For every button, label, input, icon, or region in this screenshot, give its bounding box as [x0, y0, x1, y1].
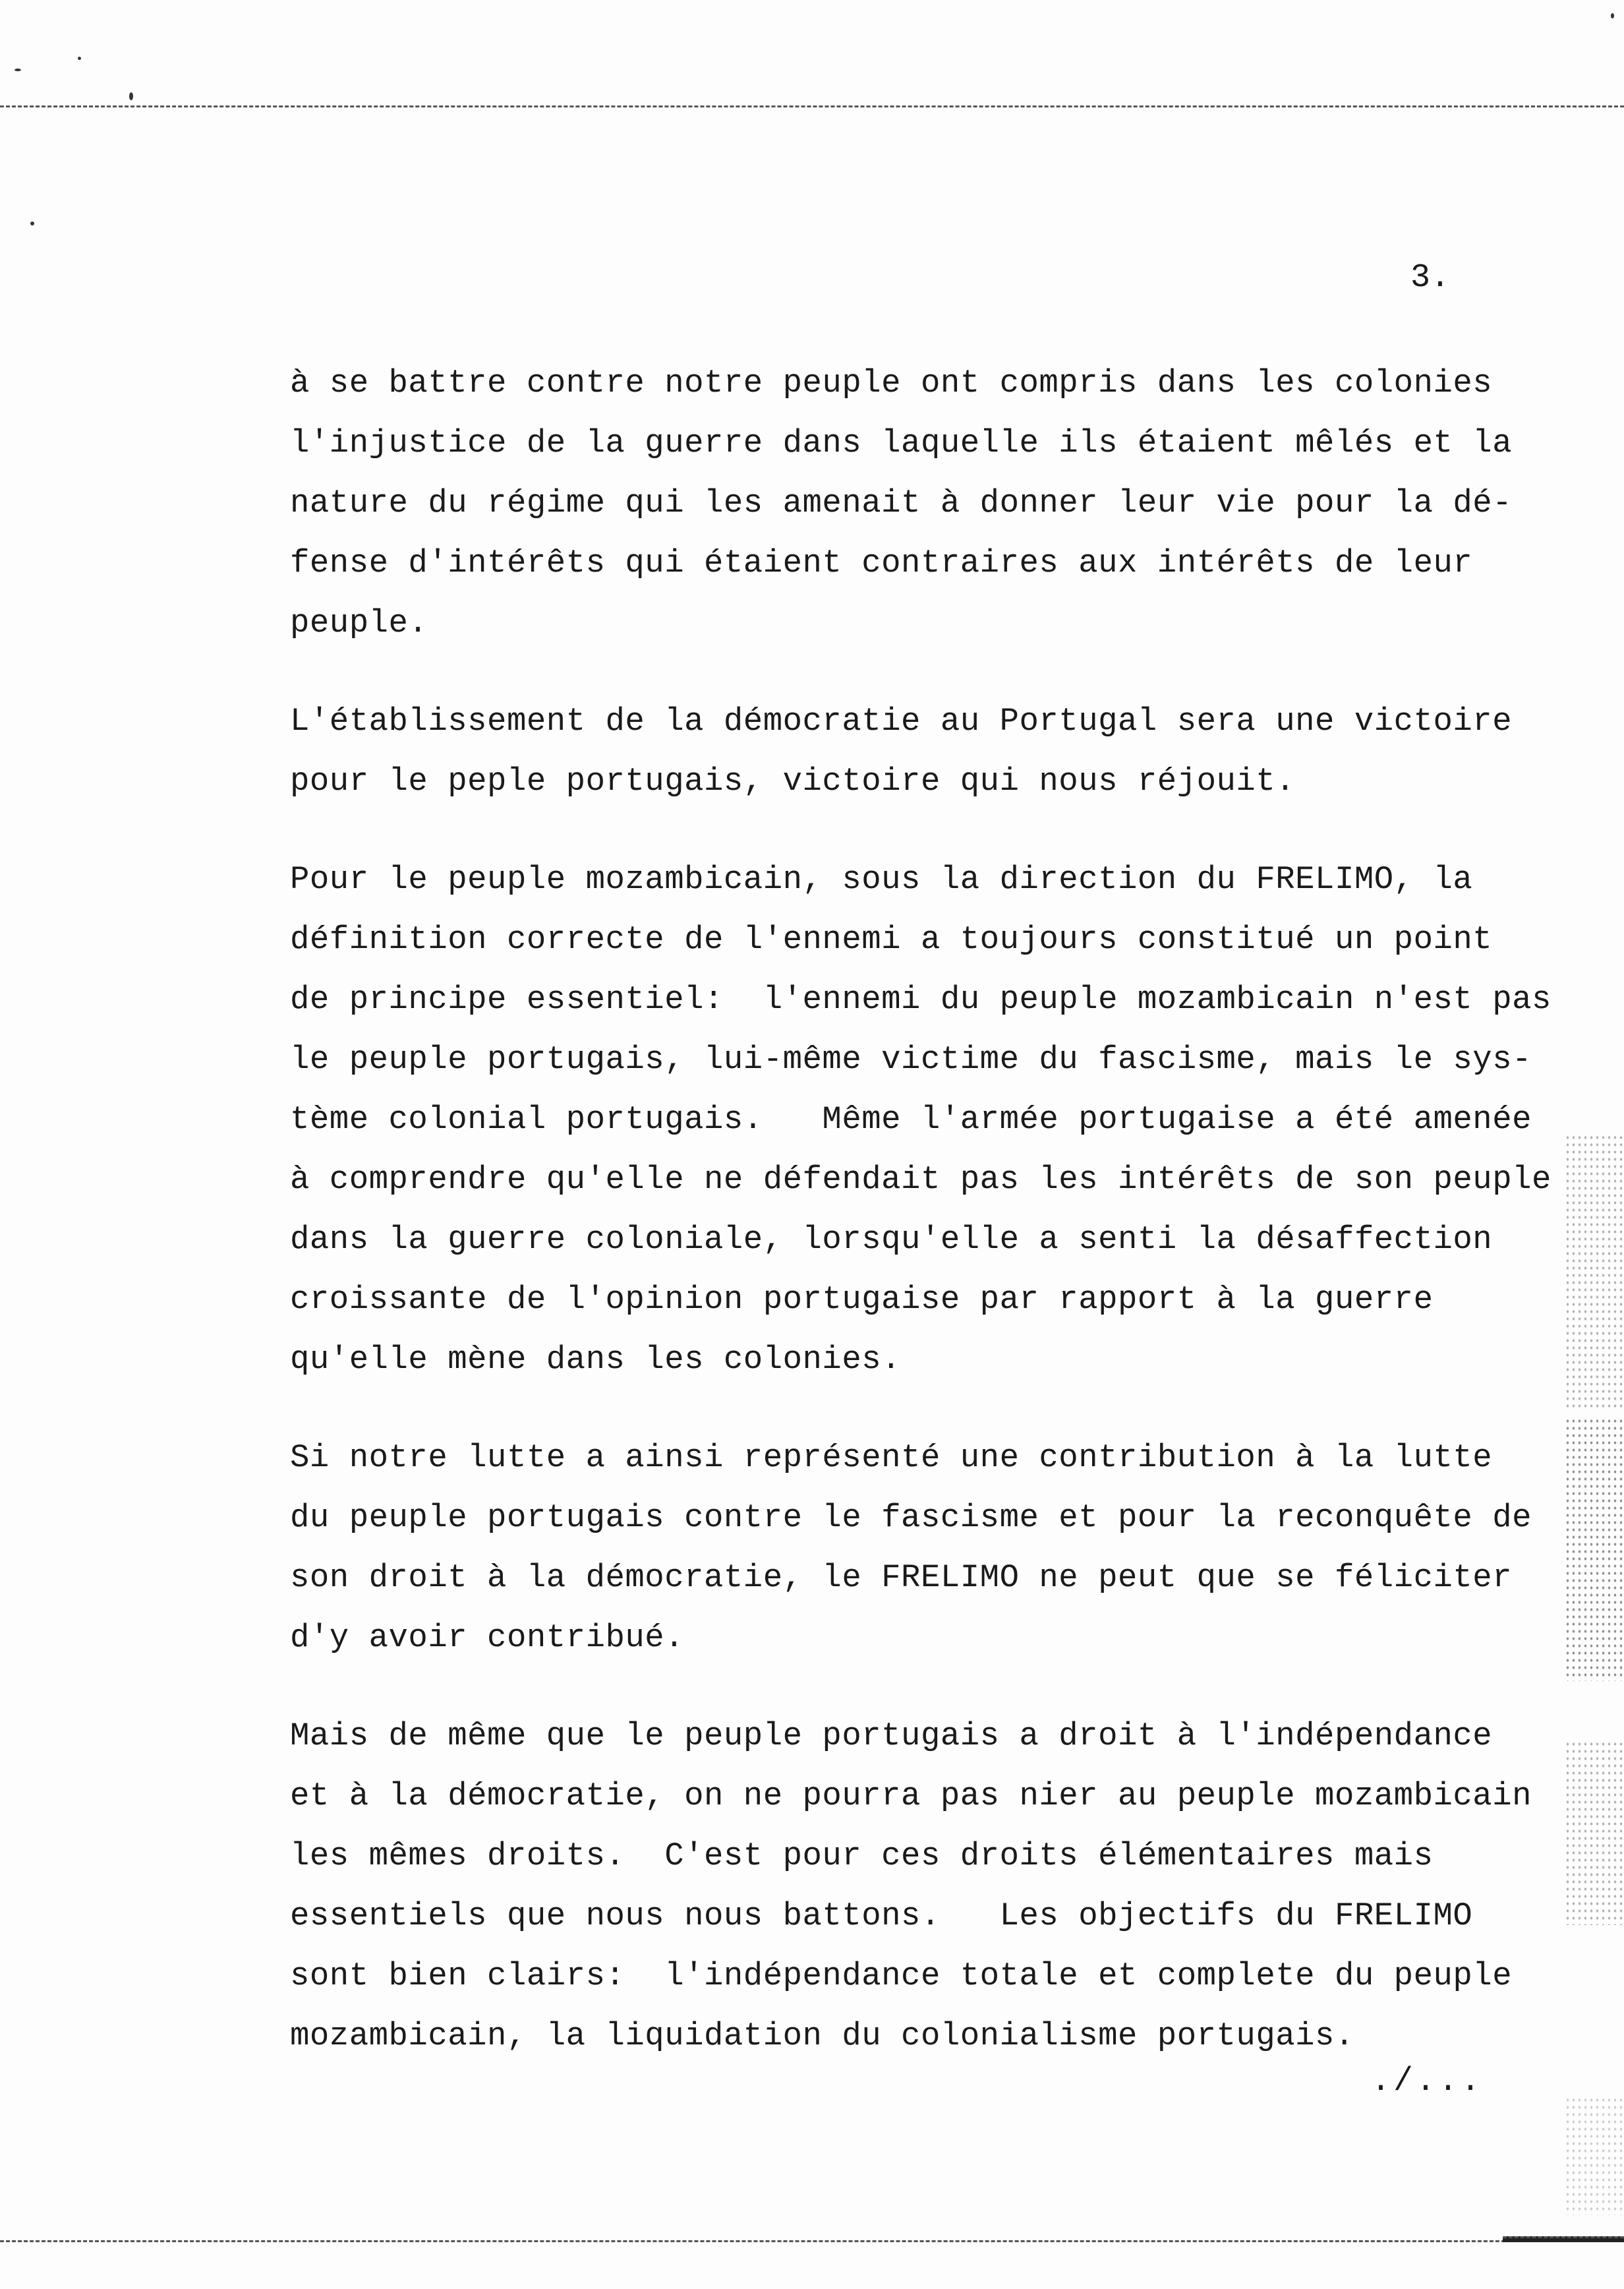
scan-mark — [129, 92, 133, 100]
text-line: tème colonial portugais. Même l'armée portugaise a été amenée — [290, 1101, 1532, 1138]
page-number: 3. — [1410, 259, 1451, 297]
text-line: qu'elle mène dans les colonies. — [290, 1341, 902, 1378]
bottom-rule — [0, 2240, 1624, 2242]
text-line: croissante de l'opinion portugaise par rapport à la guerre — [290, 1281, 1434, 1318]
paragraph — [290, 850, 1595, 1390]
text-line: et à la démocratie, on ne pourra pas nier au peuple mozambicain — [290, 1777, 1532, 1814]
body-text — [290, 353, 1595, 2104]
text-line: à se battre contre notre peuple ont compris dans les colonies — [290, 365, 1493, 401]
text-line: nature du régime qui les amenait à donner leur vie pour la dé- — [290, 485, 1513, 521]
text-line: pour le peple portugais, victoire qui nous réjouit. — [290, 763, 1296, 800]
bottom-rule-solid — [1503, 2236, 1624, 2242]
text-line: son droit à la démocratie, le FRELIMO ne peut que se féliciter — [290, 1559, 1513, 1596]
text-line: L'établissement de la démocratie au Portugal sera une victoire — [290, 703, 1513, 740]
text-line: d'y avoir contribué. — [290, 1619, 685, 1656]
scan-mark — [14, 69, 21, 71]
scan-mark — [78, 57, 81, 60]
top-rule — [0, 105, 1624, 107]
text-line: à comprendre qu'elle ne défendait pas les intérêts de son peuple — [290, 1161, 1552, 1198]
scan-speckle — [1565, 2096, 1624, 2215]
paragraph — [290, 1706, 1595, 2066]
text-line: le peuple portugais, lui-même victime du fascisme, mais le sys- — [290, 1041, 1532, 1078]
text-line: mozambicain, la liquidation du colonialisme portugais. — [290, 2017, 1354, 2054]
text-line: sont bien clairs: l'indépendance totale et complete du peuple — [290, 1957, 1513, 1994]
continuation-mark: ./... — [1371, 2063, 1484, 2100]
paragraph — [290, 1428, 1595, 1668]
text-line: Si notre lutte a ainsi représenté une contribution à la lutte — [290, 1439, 1493, 1476]
text-line: les mêmes droits. C'est pour ces droits élémentaires mais — [290, 1837, 1434, 1874]
text-line: fense d'intérêts qui étaient contraires aux intérêts de leur — [290, 545, 1473, 581]
text-line: du peuple portugais contre le fascisme et pour la reconquête de — [290, 1499, 1532, 1536]
paragraph — [290, 353, 1595, 653]
text-line: peuple. — [290, 605, 428, 641]
paragraph — [290, 692, 1595, 812]
text-line: Mais de même que le peuple portugais a droit à l'indépendance — [290, 1717, 1493, 1754]
text-line: dans la guerre coloniale, lorsqu'elle a senti la désaffection — [290, 1221, 1493, 1258]
text-line: de principe essentiel: l'ennemi du peuple mozambicain n'est pas — [290, 981, 1552, 1018]
text-line: l'injustice de la guerre dans laquelle ils étaient mêlés et la — [290, 425, 1513, 461]
scan-mark — [1611, 13, 1614, 18]
text-line: Pour le peuple mozambicain, sous la direction du FRELIMO, la — [290, 861, 1473, 898]
text-line: définition correcte de l'ennemi a toujours constitué un point — [290, 921, 1493, 958]
scan-mark — [30, 222, 34, 225]
text-line: essentiels que nous nous battons. Les objectifs du FRELIMO — [290, 1897, 1473, 1934]
